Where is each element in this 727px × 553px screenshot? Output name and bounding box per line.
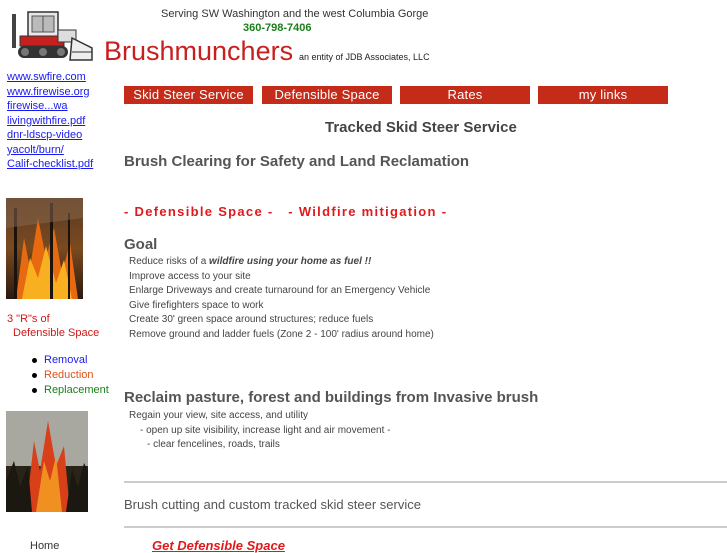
three-rs-line2: Defensible Space [13,327,100,339]
goal-item: Remove ground and ladder fuels (Zone 2 - 100' radius around home) [129,328,434,340]
link-dnr-video[interactable]: dnr-ldscp-video [7,129,83,141]
nav-skid-steer-service[interactable]: Skid Steer Service [124,86,253,104]
reclaim-item: - open up site visibility, increase light and air movement - [140,424,391,436]
sidebar-links [7,70,117,172]
three-rs-list [32,353,109,398]
link-calif-checklist[interactable]: Calif-checklist.pdf [7,158,94,170]
link-livingwithfire[interactable]: livingwithfire.pdf [7,114,86,127]
goal-list [129,255,434,342]
reclaim-item: - clear fencelines, roads, trails [147,439,280,450]
brush-clearing-heading: Brush Clearing for Safety and Land Reclamation [124,153,470,170]
divider [124,526,727,528]
nav-my-links[interactable]: my links [538,86,668,104]
reclaim-list [129,409,390,453]
get-defensible-space-link[interactable]: Get Defensible Space [152,538,285,553]
forest-fire-photo [6,198,83,299]
wildfire-photo [6,411,88,512]
link-firewise[interactable]: www.firewise.org [7,85,90,98]
goal-item: Create 30' green space around structures; reduce fuels [129,314,374,325]
skid-steer-logo [6,8,98,64]
goal-item: Enlarge Driveways and create turnaround for an Emergency Vehicle [129,285,431,296]
list-item-reduction: Reduction [32,368,109,383]
divider [124,481,727,483]
entity-note: an entity of JDB Associates, LLC [299,52,430,62]
phone-number: 360-798-7406 [243,22,312,34]
reclaim-heading: Reclaim pasture, forest and buildings from Invasive brush [124,389,539,406]
brush-cutting-text: Brush cutting and custom tracked skid steer service [124,497,421,512]
link-yacolt-burn[interactable]: yacolt/burn/ [7,143,64,156]
link-swfire[interactable]: www.swfire.com [7,71,86,83]
goal-item [129,255,434,270]
three-rs-line1: 3 "R"s of [7,313,50,325]
link-firewise-wa[interactable]: firewise...wa [7,100,68,112]
nav-defensible-space[interactable]: Defensible Space [262,86,392,104]
list-item-removal: Removal [32,353,109,368]
three-rs-heading [7,312,99,340]
nav-rates[interactable]: Rates [400,86,530,104]
reclaim-item: Regain your view, site access, and utility [129,410,308,421]
service-area-tagline: Serving SW Washington and the west Columbia Gorge [161,8,429,20]
goal-heading: Goal [124,236,158,253]
wildfire-mitigation-subheading: - Defensible Space - - Wildfire mitigation - [124,204,448,219]
goal-item: Give firefighters space to work [129,299,264,311]
goal-item-emphasis: wildfire using your home as fuel !! [209,256,372,267]
brand-title: Brushmunchers [104,36,294,66]
goal-item-prefix: Reduce risks of a [129,256,210,267]
page-title: Tracked Skid Steer Service [325,119,517,136]
list-item-replacement: Replacement [32,383,109,398]
goal-item: Improve access to your site [129,270,251,282]
home-link[interactable]: Home [30,540,60,552]
